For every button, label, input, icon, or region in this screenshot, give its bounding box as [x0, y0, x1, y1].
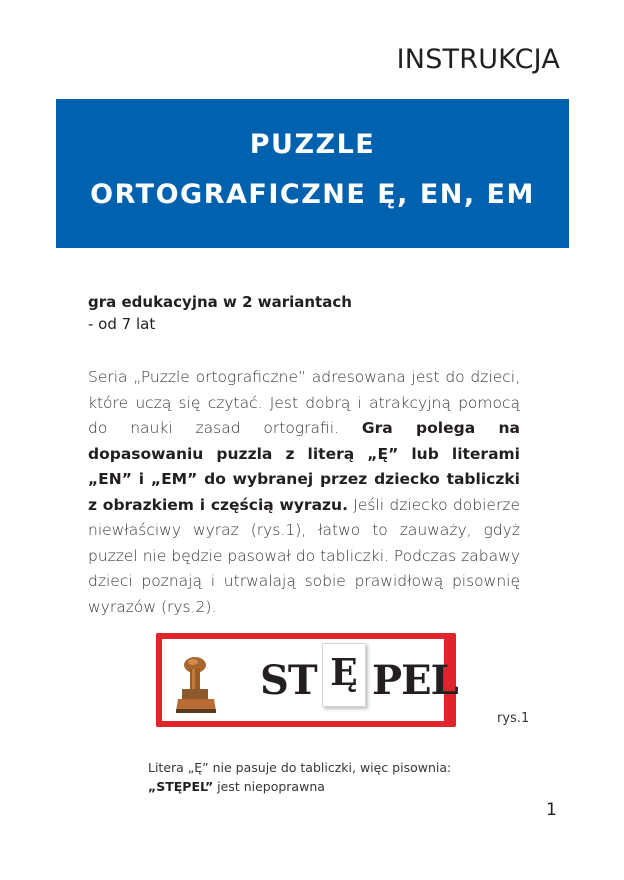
figure-caption — [148, 758, 451, 796]
stamp-icon — [156, 633, 216, 727]
figure-rys1 — [156, 633, 456, 727]
title-line-2: ORTOGRAFICZNE Ę, EN, EM — [90, 179, 535, 210]
age-info: - od 7 lat — [88, 315, 156, 333]
caption-rest: jest niepoprawna — [213, 779, 325, 794]
word-part-left: ST — [260, 657, 317, 704]
document-title: INSTRUKCJA — [396, 44, 560, 75]
caption-bold-word: „STĘPEL” — [148, 779, 214, 794]
description-bold: Gra polega na dopasowaniu puzzla z literą „Ę” lub literami „EN” i „EM” do wybranej przez dziecko tabliczki z obrazkiem i częścią wyrazu. — [88, 419, 520, 514]
caption-line-1: Litera „Ę” nie pasuje do tabliczki, więc pisownia: — [148, 760, 452, 775]
puzzle-tile-letter: Ę — [330, 652, 358, 694]
puzzle-tile — [322, 643, 366, 707]
intro-block — [88, 291, 352, 335]
figure-label: rys.1 — [497, 711, 530, 726]
title-banner — [56, 99, 569, 248]
caption-line-2 — [148, 777, 451, 796]
game-subtitle: gra edukacyjna w 2 wariantach — [88, 293, 352, 311]
description-part-1: Seria „Puzzle ortograficzne” adresowana jest do dzieci, które uczą się czytać. Jest dobrą i atrakcyjną pomocą do nauki zasad ortografii. — [88, 368, 520, 437]
description-paragraph — [88, 365, 520, 620]
description-part-3: Jeśli dziecko dobierze niewłaściwy wyraz (rys.1), łatwo to zauważy, gdyż puzzel nie będzie pasował do tabliczki. Podczas zabawy dzieci poznają i utrwalają sobie prawidłową pisownię wyrazów (rys.2). — [88, 495, 521, 616]
word-part-right: PEL — [372, 657, 458, 704]
title-line-1: PUZZLE — [249, 129, 376, 160]
page-number: 1 — [546, 800, 557, 820]
